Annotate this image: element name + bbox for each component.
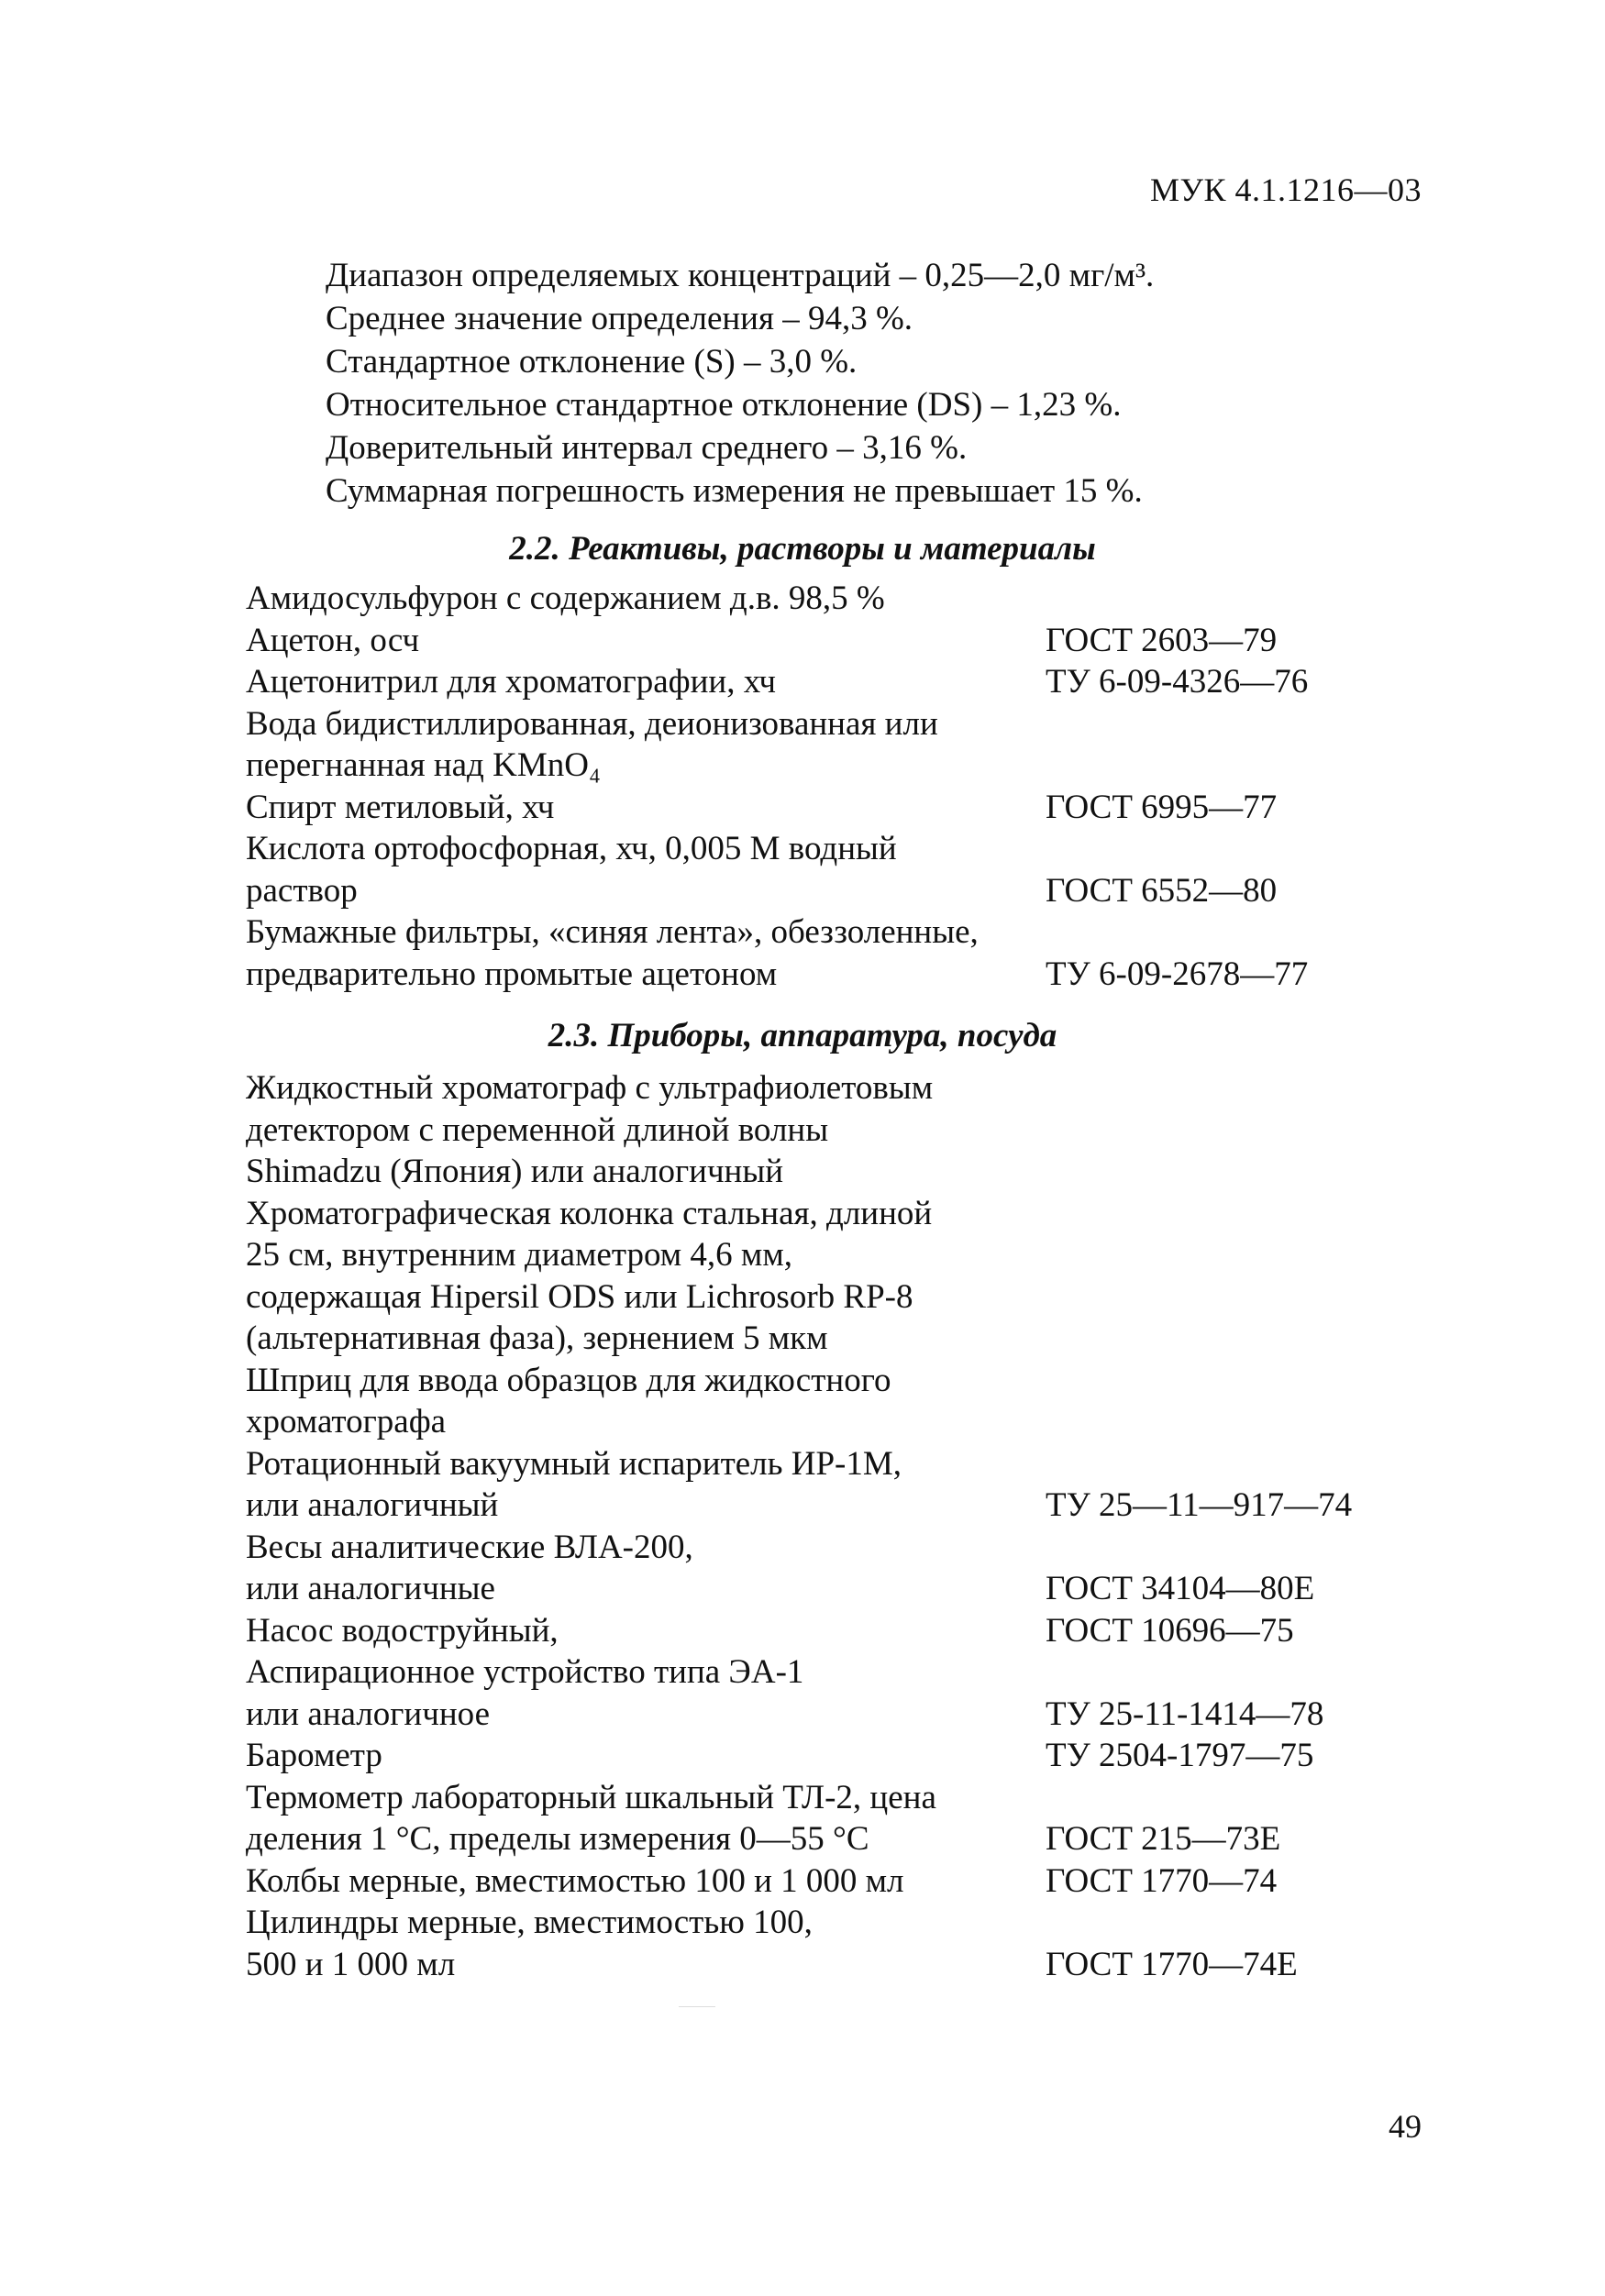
- item-name: [246, 661, 1046, 703]
- item-name-line: деления 1 °С, пределы измерения 0—55 °С: [246, 1820, 869, 1858]
- list-item: [246, 1443, 1438, 1527]
- item-name-line: (альтернативная фаза), зернением 5 мкм: [246, 1319, 828, 1357]
- item-name-line: Кислота ортофосфорная, хч, 0,005 М водный: [246, 830, 897, 867]
- item-standard: [1046, 1443, 1352, 1527]
- item-name: [246, 1651, 1046, 1735]
- page-number: 49: [1389, 2108, 1422, 2145]
- item-name-line: Насос водоструйный,: [246, 1611, 559, 1650]
- list-item: [246, 787, 1438, 829]
- item-name-line: Ацетон, осч: [246, 621, 420, 659]
- list-item: [246, 1067, 1438, 1193]
- item-standard: [1046, 620, 1277, 662]
- list-item: [246, 1193, 1438, 1360]
- metric-line: Среднее значение определения – 94,3 %.: [326, 300, 913, 337]
- list-item: [246, 1527, 1438, 1610]
- item-standard: [1046, 1610, 1294, 1652]
- metric-line: Стандартное отклонение (S) – 3,0 %.: [326, 343, 858, 381]
- item-standard: [1046, 1902, 1298, 1985]
- item-name-line: Цилиндры мерные, вместимостью 100,: [246, 1904, 813, 1941]
- list-item: [246, 1860, 1438, 1903]
- item-name: [246, 1527, 1046, 1610]
- equipment-list: [246, 1067, 1438, 1985]
- item-name-line: Колбы мерные, вместимостью 100 и 1 000 мл: [246, 1861, 904, 1900]
- item-standard: [1046, 1735, 1313, 1777]
- item-name-line: или аналогичное: [246, 1694, 491, 1733]
- list-item: [246, 911, 1438, 995]
- list-item: [246, 1651, 1438, 1735]
- item-name-line: Весы аналитические ВЛА-200,: [246, 1528, 693, 1566]
- item-standard-code: ТУ 2504-1797—75: [1046, 1737, 1314, 1774]
- item-standard-code: ГОСТ 6995—77: [1046, 788, 1278, 826]
- item-standard-code: ГОСТ 34104—80Е: [1046, 1570, 1315, 1607]
- item-name: [246, 703, 1046, 787]
- item-name-line: Спирт метиловый, хч: [246, 788, 555, 826]
- item-name-line: предварительно промытые ацетоном: [246, 955, 778, 993]
- item-name: [246, 1443, 1046, 1527]
- item-name-line: 500 и 1 000 мл: [246, 1945, 456, 1983]
- item-name-line: Шприц для ввода образцов для жидкостного: [246, 1361, 891, 1399]
- item-standard-code: ГОСТ 1770—74Е: [1046, 1945, 1298, 1983]
- reagents-list: [246, 578, 1438, 995]
- item-name-line: перегнанная над KMnO₄: [246, 746, 601, 784]
- item-name: [246, 1777, 1046, 1860]
- item-name: [246, 911, 1046, 995]
- item-name-line: содержащая Hipersil ODS или Lichrosorb RP-8: [246, 1277, 913, 1316]
- list-item: [246, 1610, 1438, 1652]
- document-code: МУК 4.1.1216—03: [1149, 171, 1422, 208]
- item-standard: [1046, 1527, 1314, 1610]
- item-standard-code: ГОСТ 6552—80: [1046, 871, 1278, 910]
- item-standard-code: ГОСТ 1770—74: [1046, 1861, 1278, 1900]
- item-standard-code: ТУ 6-09-4326—76: [1046, 663, 1309, 701]
- item-name-line: 25 см, внутренним диаметром 4,6 мм,: [246, 1236, 793, 1274]
- list-item: [246, 620, 1438, 662]
- item-name-line: детектором с переменной длиной волны: [246, 1110, 829, 1149]
- item-standard: [1046, 787, 1277, 829]
- item-name-line: Shimadzu (Япония) или аналогичный: [246, 1153, 784, 1190]
- item-name-line: Ацетонитрил для хроматографии, хч: [246, 663, 776, 701]
- metric-line: Диапазон определяемых концентраций – 0,25—2,0 мг/м³.: [326, 257, 1155, 294]
- item-standard: [1046, 1067, 1054, 1193]
- metrics-block: [326, 254, 1426, 513]
- item-name-line: Бумажные фильтры, «синяя лента», обеззоленные,: [246, 913, 979, 951]
- item-name: [246, 1735, 1046, 1777]
- item-name-line: Жидкостный хроматограф с ультрафиолетовым: [246, 1069, 934, 1107]
- item-name-line: хроматографа: [246, 1403, 447, 1441]
- item-name-line: Вода бидистиллированная, деионизованная или: [246, 704, 938, 743]
- item-name: [246, 787, 1046, 829]
- item-standard: [1046, 1193, 1054, 1360]
- divider: [679, 2006, 715, 2007]
- list-item: [246, 1735, 1438, 1777]
- item-name-line: Ротационный вакуумный испаритель ИР-1М,: [246, 1444, 902, 1483]
- item-name: [246, 1860, 1046, 1903]
- section-title-reagents: 2.2. Реактивы, растворы и материалы: [509, 530, 1096, 568]
- list-item: [246, 1777, 1438, 1860]
- item-name-line: Хроматографическая колонка стальная, длиной: [246, 1194, 933, 1232]
- item-name: [246, 1193, 1046, 1360]
- item-standard: [1046, 1777, 1280, 1860]
- metric-line: Суммарная погрешность измерения не превышает 15 %.: [326, 472, 1143, 510]
- list-item: [246, 578, 1438, 620]
- item-standard-code: ГОСТ 2603—79: [1046, 621, 1278, 659]
- item-name-line: или аналогичные: [246, 1570, 495, 1607]
- item-standard-code: ТУ 6-09-2678—77: [1046, 955, 1309, 993]
- item-name-line: Аспирационное устройство типа ЭА-1: [246, 1653, 804, 1691]
- list-item: [246, 1360, 1438, 1443]
- item-name: [246, 828, 1046, 911]
- item-name-line: или аналогичный: [246, 1486, 499, 1524]
- item-name-line: Амидосульфурон с содержанием д.в. 98,5 %: [246, 580, 885, 617]
- item-name: [246, 578, 1046, 620]
- item-name: [246, 620, 1046, 662]
- item-standard: [1046, 1860, 1277, 1903]
- item-standard: [1046, 1360, 1054, 1443]
- item-name: [246, 1067, 1046, 1193]
- item-standard: [1046, 911, 1308, 995]
- item-name: [246, 1902, 1046, 1985]
- item-name-line: раствор: [246, 871, 358, 910]
- list-item: [246, 703, 1438, 787]
- item-standard-code: ТУ 25-11-1414—78: [1046, 1694, 1324, 1733]
- item-name-line: Барометр: [246, 1737, 382, 1774]
- list-item: [246, 661, 1438, 703]
- item-name-line: Термометр лабораторный шкальный ТЛ-2, цена: [246, 1778, 936, 1816]
- item-name: [246, 1360, 1046, 1443]
- list-item: [246, 828, 1438, 911]
- section-title-equipment: 2.3. Приборы, аппаратура, посуда: [548, 1017, 1057, 1054]
- item-standard: [1046, 828, 1277, 911]
- list-item: [246, 1902, 1438, 1985]
- item-standard: [1046, 661, 1308, 703]
- metric-line: Относительное стандартное отклонение (DS) – 1,23 %.: [326, 386, 1122, 424]
- item-standard: [1046, 1651, 1323, 1735]
- item-name: [246, 1610, 1046, 1652]
- metric-line: Доверительный интервал среднего – 3,16 %.: [326, 429, 968, 467]
- item-standard: [1046, 703, 1054, 787]
- item-standard-code: ТУ 25—11—917—74: [1046, 1486, 1353, 1524]
- item-standard-code: ГОСТ 10696—75: [1046, 1611, 1294, 1650]
- item-standard-code: ГОСТ 215—73Е: [1046, 1820, 1281, 1858]
